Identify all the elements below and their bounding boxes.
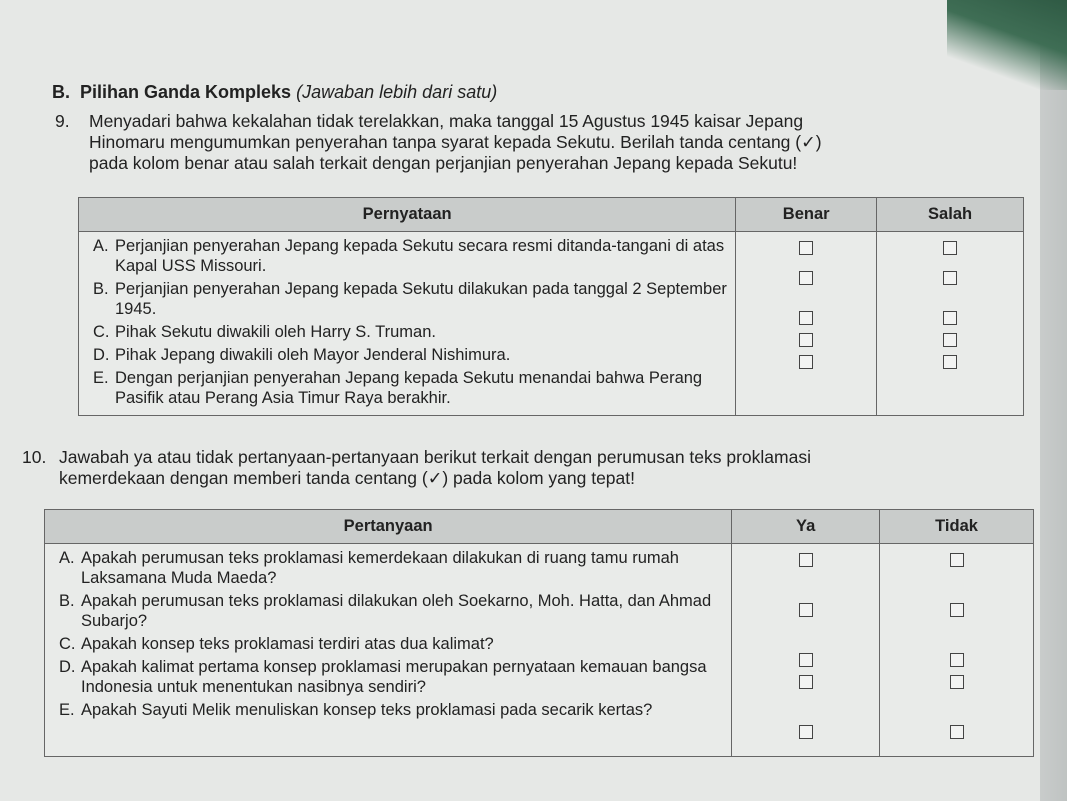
question-number: 10.: [22, 447, 47, 467]
question-text: Apakah konsep teks proklamasi terdiri atas dua kalimat?: [81, 635, 494, 653]
statements-cell: [79, 232, 736, 416]
question-number: 9.: [55, 111, 70, 131]
page-edge: [1040, 0, 1067, 801]
column-header: Pertanyaan: [45, 510, 732, 544]
list-item: D. Pihak Jepang diwakili oleh Mayor Jenderal Nishimura.: [93, 346, 511, 364]
section-heading: [52, 82, 497, 103]
column-header: Pernyataan: [79, 198, 736, 232]
section-letter: B.: [52, 82, 70, 102]
checkbox-tidak-b[interactable]: [950, 603, 964, 617]
question-9: [55, 111, 1035, 181]
question-line: kemerdekaan dengan memberi tanda centang (✓) pada kolom yang tepat!: [59, 468, 635, 488]
list-item: A. Apakah perumusan teks proklamasi kemerdekaan dilakukan di ruang tamu rumah Laksamana Muda Maeda?: [59, 548, 723, 588]
question-line: Menyadari bahwa kekalahan tidak terelakkan, maka tanggal 15 Agustus 1945 kaisar Jepang: [89, 111, 804, 131]
salah-column: [877, 232, 1024, 416]
question-10: [22, 447, 1032, 495]
column-header: Benar: [736, 198, 877, 232]
question-line: Hinomaru mengumumkan penyerahan tanpa syarat kepada Sekutu. Berilah tanda centang (✓): [89, 132, 822, 152]
statement-text: Perjanjian penyerahan Jepang kepada Sekutu secara resmi ditanda-tangani di atas Kapal USS Missouri.: [115, 237, 725, 275]
checkbox-ya-c[interactable]: [799, 653, 813, 667]
checkbox-ya-e[interactable]: [799, 725, 813, 739]
list-item: E. Apakah Sayuti Melik menuliskan konsep teks proklamasi pada secarik kertas?: [59, 701, 653, 719]
checkbox-benar-a[interactable]: [799, 241, 813, 255]
checkbox-benar-e[interactable]: [799, 355, 813, 369]
questions-cell: [45, 544, 732, 757]
statement-text: Perjanjian penyerahan Jepang kepada Sekutu dilakukan pada tanggal 2 September 1945.: [115, 280, 727, 318]
list-item: C. Pihak Sekutu diwakili oleh Harry S. Truman.: [93, 323, 436, 341]
question-text: Apakah perumusan teks proklamasi kemerdekaan dilakukan di ruang tamu rumah Laksamana Muda Maeda?: [81, 549, 679, 587]
checkbox-benar-c[interactable]: [799, 311, 813, 325]
checkbox-ya-a[interactable]: [799, 553, 813, 567]
statement-text: Dengan perjanjian penyerahan Jepang kepada Sekutu menandai bahwa Perang Pasifik atau Perang Asia Timur Raya berakhir.: [115, 369, 703, 407]
list-item: E. Dengan perjanjian penyerahan Jepang kepada Sekutu menandai bahwa Perang Pasifik atau Perang Asia Timur Raya berakhir.: [93, 368, 727, 408]
checkbox-tidak-e[interactable]: [950, 725, 964, 739]
ya-column: [732, 544, 880, 757]
checkbox-ya-d[interactable]: [799, 675, 813, 689]
checkbox-salah-a[interactable]: [943, 241, 957, 255]
question-text: Apakah perumusan teks proklamasi dilakukan oleh Soekarno, Moh. Hatta, dan Ahmad Subarjo?: [81, 592, 712, 630]
statement-table: [78, 197, 1024, 416]
column-header: Ya: [732, 510, 880, 544]
list-item: C. Apakah konsep teks proklamasi terdiri atas dua kalimat?: [59, 635, 494, 653]
section-subtitle: (Jawaban lebih dari satu): [296, 82, 498, 102]
question-text: Apakah Sayuti Melik menuliskan konsep teks proklamasi pada secarik kertas?: [81, 701, 653, 719]
column-header: Salah: [877, 198, 1024, 232]
column-header: Tidak: [880, 510, 1034, 544]
list-item: D. Apakah kalimat pertama konsep proklamasi merupakan pernyataan kemauan bangsa Indonesia untuk menentukan nasibnya sendiri?: [59, 657, 723, 697]
list-item: B. Perjanjian penyerahan Jepang kepada Sekutu dilakukan pada tanggal 2 September 1945.: [93, 280, 727, 318]
checkbox-tidak-a[interactable]: [950, 553, 964, 567]
question-line: Jawabah ya atau tidak pertanyaan-pertanyaan berikut terkait dengan perumusan teks proklamasi: [59, 447, 811, 467]
checkbox-benar-b[interactable]: [799, 271, 813, 285]
question-text: Apakah kalimat pertama konsep proklamasi merupakan pernyataan kemauan bangsa Indonesia untuk menentukan nasibnya sendiri?: [81, 658, 707, 696]
background-corner: [947, 0, 1067, 90]
question-table: [44, 509, 1034, 757]
list-item: A. Perjanjian penyerahan Jepang kepada Sekutu secara resmi ditanda-tangani di atas Kapal USS Missouri.: [93, 236, 727, 276]
checkbox-tidak-c[interactable]: [950, 653, 964, 667]
checkbox-benar-d[interactable]: [799, 333, 813, 347]
checkbox-salah-b[interactable]: [943, 271, 957, 285]
checkbox-tidak-d[interactable]: [950, 675, 964, 689]
section-title: Pilihan Ganda Kompleks: [80, 82, 292, 102]
statement-text: Pihak Jepang diwakili oleh Mayor Jenderal Nishimura.: [115, 346, 511, 364]
benar-column: [736, 232, 877, 416]
checkbox-salah-e[interactable]: [943, 355, 957, 369]
checkbox-salah-d[interactable]: [943, 333, 957, 347]
checkbox-ya-b[interactable]: [799, 603, 813, 617]
tidak-column: [880, 544, 1034, 757]
question-line: pada kolom benar atau salah terkait dengan perjanjian penyerahan Jepang kepada Sekutu!: [89, 153, 798, 173]
list-item: B. Apakah perumusan teks proklamasi dilakukan oleh Soekarno, Moh. Hatta, dan Ahmad Subarjo?: [59, 591, 723, 631]
statement-text: Pihak Sekutu diwakili oleh Harry S. Truman.: [115, 323, 436, 341]
checkbox-salah-c[interactable]: [943, 311, 957, 325]
